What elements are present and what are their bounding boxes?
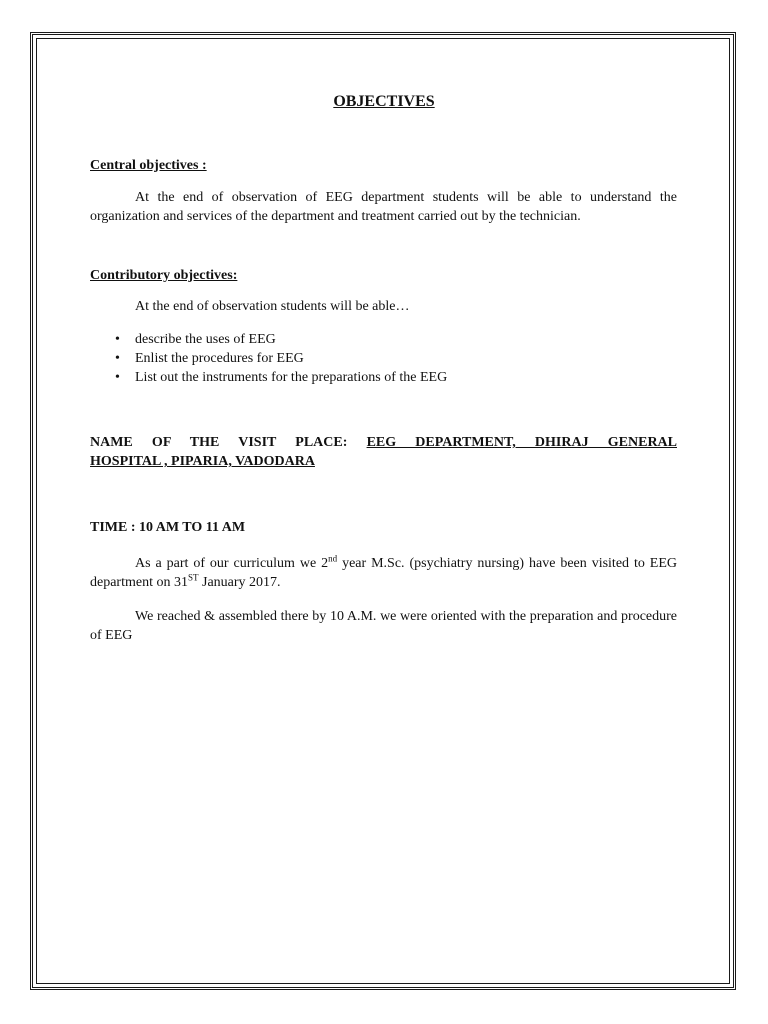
contributory-objectives-heading: Contributory objectives: — [90, 268, 238, 283]
page-title: OBJECTIVES — [333, 93, 435, 110]
objectives-list — [90, 330, 447, 387]
contributory-intro: At the end of observation students will be able… — [135, 299, 410, 314]
visit-place-value-line2: HOSPITAL , PIPARIA, VADODARA — [90, 454, 315, 469]
page-border — [30, 32, 736, 990]
visit-place — [90, 433, 677, 471]
visit-place-label: NAME OF THE VISIT PLACE: — [90, 435, 348, 450]
visit-place-value-line1: EEG DEPARTMENT, DHIRAJ GENERAL — [366, 435, 677, 450]
central-objectives-heading: Central objectives : — [90, 158, 207, 173]
bullet-icon: • — [115, 332, 120, 347]
paragraph-orientation: We reached & assembled there by 10 A.M. we were oriented with the preparation and procedure of EEG — [90, 609, 677, 643]
list-item: • List out the instruments for the preparations of the EEG — [115, 370, 448, 385]
paragraph-curriculum: As a part of our curriculum we 2nd year M.Sc. (psychiatry nursing) have been visited to EEG department on 31ST January 2017. — [90, 553, 677, 590]
list-item: • Enlist the procedures for EEG — [115, 351, 304, 366]
bullet-icon: • — [115, 351, 120, 366]
central-objectives-text: At the end of observation of EEG department students will be able to understand the organization and services of the department and treatment carried out by the technician. — [90, 190, 677, 224]
visit-time: TIME : 10 AM TO 11 AM — [90, 520, 246, 535]
bullet-icon: • — [115, 370, 120, 385]
list-item: • describe the uses of EEG — [115, 332, 276, 347]
